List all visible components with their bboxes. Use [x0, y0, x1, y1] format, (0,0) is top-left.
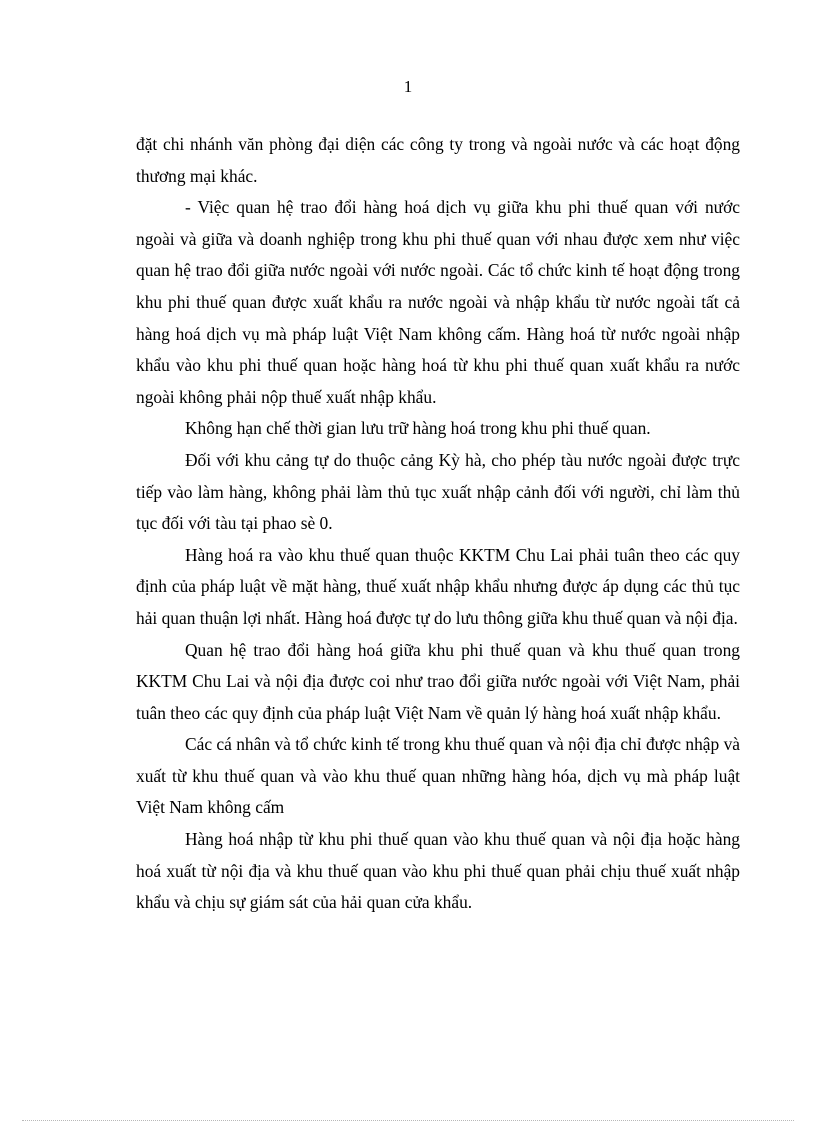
paragraph-2: - Việc quan hệ trao đổi hàng hoá dịch vụ giữa khu phi thuế quan với nước ngoài và giữa và doanh nghiệp trong khu phi thuế quan với nhau được xem như việc quan hệ trao đổi giữa nước ngoài với nước ngoài. Các tổ chức kinh tế hoạt động trong khu phi thuế quan được xuất khẩu ra nước ngoài và nhập khẩu từ nước ngoài tất cả hàng hoá dịch vụ mà pháp luật Việt Nam không cấm. Hàng hoá từ nước ngoài nhập khẩu vào khu phi thuế quan hoặc hàng hoá từ khu phi thuế quan xuất khẩu ra nước ngoài không phải nộp thuế xuất nhập khẩu.	[136, 197, 740, 407]
page-bottom-divider	[22, 1120, 794, 1121]
document-body	[136, 129, 740, 919]
paragraph-7: Các cá nhân và tổ chức kinh tế trong khu thuế quan và nội địa chỉ được nhập và xuất từ khu thuế quan và vào khu thuế quan những hàng hóa, dịch vụ mà pháp luật Việt Nam không cấm	[136, 734, 740, 818]
paragraph-8: Hàng hoá nhập từ khu phi thuế quan vào khu thuế quan và nội địa hoặc hàng hoá xuất từ nội địa và khu thuế quan vào khu phi thuế quan phải chịu thuế xuất nhập khẩu và chịu sự giám sát của hải quan cửa khẩu.	[136, 829, 740, 913]
paragraph-6: Quan hệ trao đổi hàng hoá giữa khu phi thuế quan và khu thuế quan trong KKTM Chu Lai và nội địa được coi như trao đổi giữa nước ngoài với Việt Nam, phải tuân theo các quy định của pháp luật Việt Nam về quản lý hàng hoá xuất nhập khẩu.	[136, 639, 740, 723]
paragraph-3: Không hạn chế thời gian lưu trữ hàng hoá trong khu phi thuế quan.	[185, 418, 651, 439]
page-number: 1	[403, 77, 413, 96]
paragraph-5: Hàng hoá ra vào khu thuế quan thuộc KKTM Chu Lai phải tuân theo các quy định của pháp luật về mặt hàng, thuế xuất nhập khẩu nhưng được áp dụng các thủ tục hải quan thuận lợi nhất. Hàng hoá được tự do lưu thông giữa khu thuế quan và nội địa.	[136, 544, 740, 628]
paragraph-4: Đối với khu cảng tự do thuộc cảng Kỳ hà, cho phép tàu nước ngoài được trực tiếp vào làm hàng, không phải làm thủ tục xuất nhập cảnh đối với người, chỉ làm thủ tục đối với tàu tại phao sè 0.	[136, 449, 740, 534]
paragraph-1: đặt chi nhánh văn phòng đại diện các công ty trong và ngoài nước và các hoạt động thương mại khác.	[136, 134, 740, 186]
